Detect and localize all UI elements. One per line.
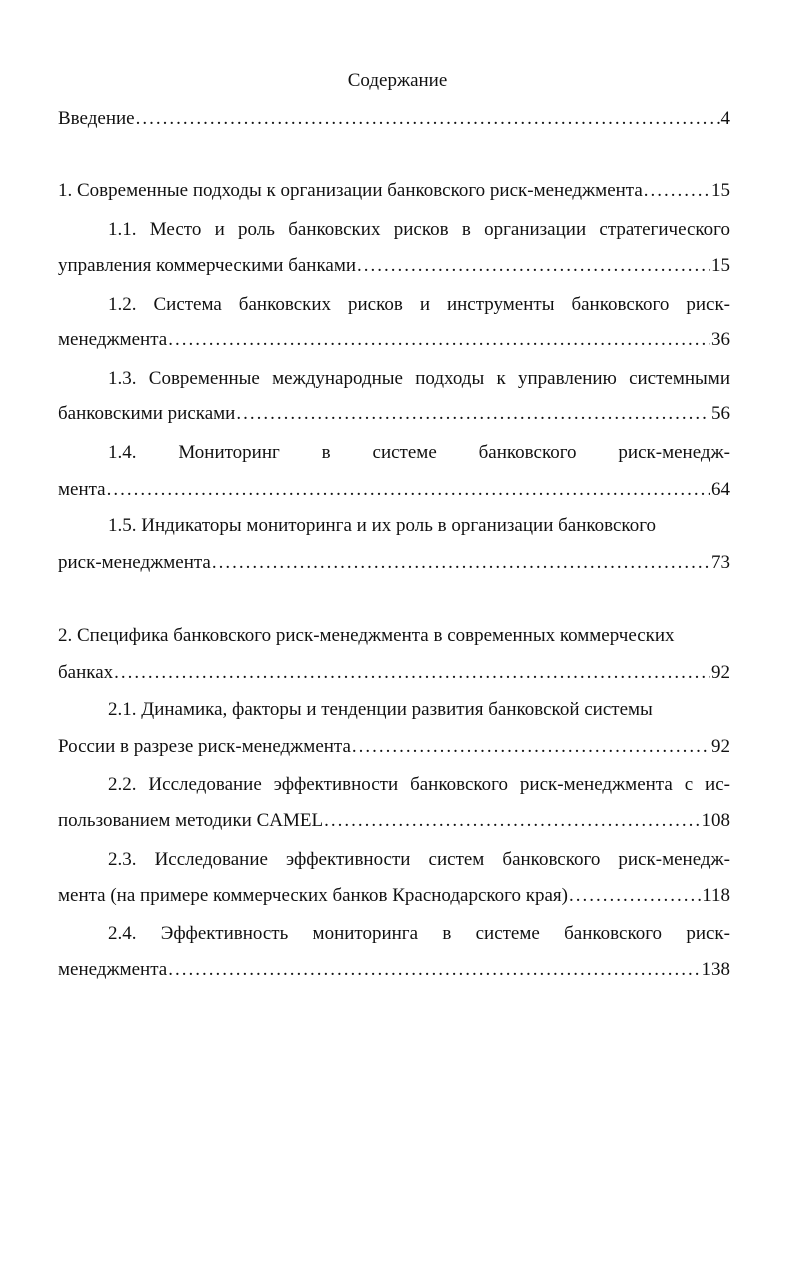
toc-entry-1-3-line1: 1.3. Современные международные подходы к управлению системными [108, 368, 730, 389]
dot-leader [569, 883, 701, 909]
toc-entry-1-4-line1: 1.4. Мониторинг в системе банковского риск-менедж- [108, 442, 730, 463]
toc-entry-2-3-line1: 2.3. Исследование эффективности систем банковского риск-менедж- [108, 849, 730, 870]
toc-page-number: 56 [711, 403, 730, 424]
toc-page-number: 36 [711, 329, 730, 350]
toc-entry-text: банковскими рисками [58, 403, 236, 424]
toc-entry-2-1-line1: 2.1. Динамика, факторы и тенденции развития банковской системы [108, 699, 653, 720]
dot-leader [168, 327, 710, 353]
toc-page-number: 138 [701, 959, 730, 980]
toc-page-number: 64 [711, 479, 730, 500]
toc-page-number: 4 [720, 108, 730, 129]
toc-entry-text: мента (на примере коммерческих банков Краснодарского края) [58, 885, 568, 906]
toc-entry-2-2-line2 [58, 808, 730, 834]
toc-entry-text: России в разрезе риск-менеджмента [58, 736, 351, 757]
toc-chapter-1 [58, 178, 730, 204]
toc-entry-text: Введение [58, 108, 135, 129]
toc-entry-1-5-line1: 1.5. Индикаторы мониторинга и их роль в организации банковского [108, 515, 657, 536]
toc-chapter-2-line2 [58, 660, 730, 686]
dot-leader [107, 477, 710, 503]
toc-entry-text: менеджмента [58, 959, 168, 980]
toc-entry-2-4-line2 [58, 957, 730, 983]
toc-entry-2-1-line2 [58, 734, 730, 760]
dot-leader [168, 957, 700, 983]
toc-page-number: 92 [711, 662, 730, 683]
toc-entry-1-2-line1: 1.2. Система банковских рисков и инструменты банковского риск- [108, 294, 730, 315]
toc-page-number: 118 [702, 885, 730, 906]
toc-page-number: 73 [711, 552, 730, 573]
toc-entry-2-3-line2 [58, 883, 730, 909]
toc-entry-text: управления коммерческими банками [58, 255, 357, 276]
dot-leader [136, 106, 720, 132]
toc-entry-text: банках [58, 662, 114, 683]
toc-entry-1-5-line2 [58, 550, 730, 576]
toc-entry-intro [58, 106, 730, 132]
dot-leader [324, 808, 700, 834]
toc-entry-text: 1. Современные подходы к организации банковского риск-менеджмента [58, 180, 643, 201]
dot-leader [114, 660, 710, 686]
toc-entry-2-4-line1: 2.4. Эффективность мониторинга в системе банковского риск- [108, 923, 730, 944]
dot-leader [352, 734, 710, 760]
toc-entry-1-2-line2 [58, 327, 730, 353]
toc-entry-text: риск-менеджмента [58, 552, 211, 573]
dot-leader [357, 253, 710, 279]
toc-entry-1-1-line1: 1.1. Место и роль банковских рисков в организации стратегического [108, 219, 730, 240]
toc-entry-1-4-line2 [58, 477, 730, 503]
toc-entry-1-3-line2 [58, 401, 730, 427]
toc-page-number: 108 [701, 810, 730, 831]
dot-leader [236, 401, 710, 427]
toc-page-number: 15 [711, 180, 730, 201]
dot-leader [212, 550, 710, 576]
toc-entry-1-1-line2 [58, 253, 730, 279]
toc-page-number: 92 [711, 736, 730, 757]
toc-entry-text: мента [58, 479, 106, 500]
page-title: Содержание [347, 70, 448, 91]
toc-entry-text: менеджмента [58, 329, 168, 350]
toc-chapter-2-line1: 2. Специфика банковского риск-менеджмента в современных коммерческих [58, 625, 675, 646]
toc-entry-2-2-line1: 2.2. Исследование эффективности банковского риск-менеджмента с ис- [108, 774, 730, 795]
toc-entry-text: пользованием методики CAMEL [58, 810, 324, 831]
dot-leader [644, 178, 710, 204]
toc-page-number: 15 [711, 255, 730, 276]
